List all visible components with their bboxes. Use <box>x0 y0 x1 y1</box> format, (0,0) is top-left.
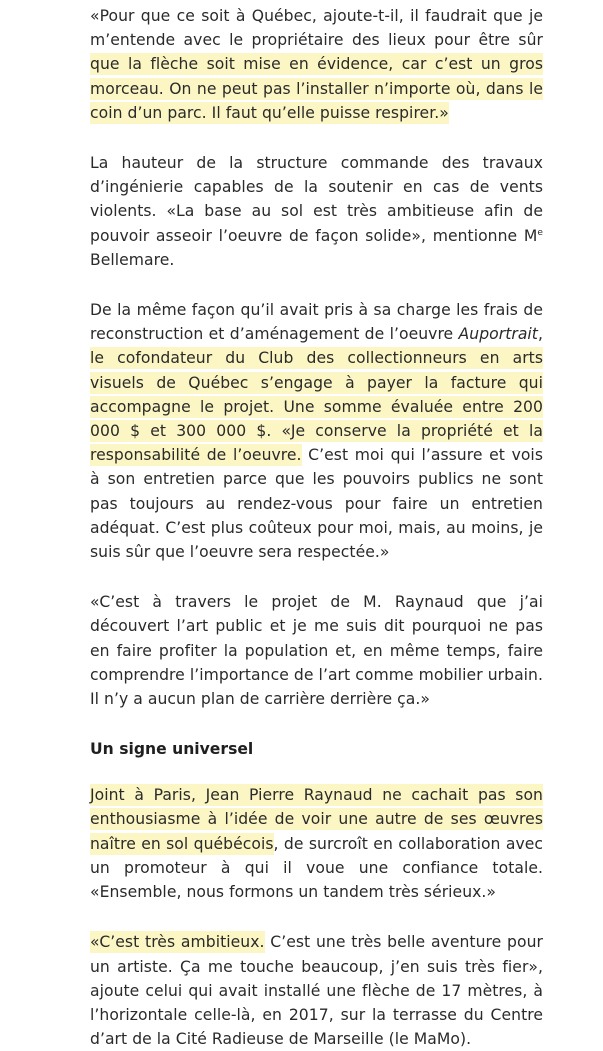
highlighted-text[interactable]: le cofondateur du Club des collectionneurs en arts visuels de Québec s’engage à payer la facture qui accompagne le projet. Une somme évaluée entre 200 000 $ et 300 000 $. «Je conserve la propriété et la responsabilité de l’oeuvre. <box>90 349 543 465</box>
superscript: e <box>537 227 543 238</box>
text-run: «Pour que ce soit à Québec, ajoute-t-il, il faudrait que je m’entende avec le propriétaire des lieux pour être sûr <box>90 7 543 50</box>
text-run: La hauteur de la structure commande des travaux d’ingénierie capables de la soutenir en cas de vents violents. «La base au sol est très ambitieuse afin de pouvoir asseoir l’oeuvre de façon solide», mentionne M <box>90 154 543 245</box>
paragraph-6 <box>90 930 543 1051</box>
highlighted-text[interactable]: Joint à Paris, Jean Pierre Raynaud ne cachait pas son enthousiasme à l’idée de voir une autre de ses œuvres naître en sol québécois <box>90 786 543 853</box>
text-run: C’est une très belle aventure pour un artiste. Ça me touche beaucoup, j’en suis très fier», ajoute celui qui avait installé une flèche de 17 mètres, à l’horizontale celle-là, en 2017, sur la terrasse du Centre d’art de la Cité Radieuse de Marseille (le MaMo). <box>90 933 543 1049</box>
paragraph-1 <box>90 4 543 125</box>
section-heading: Un signe universel <box>90 740 254 759</box>
text-run: Bellemare. <box>90 250 175 269</box>
paragraph-2 <box>90 151 543 272</box>
text-run: De la même façon qu’il avait pris à sa charge les frais de reconstruction et d’aménagement de l’oeuvre <box>90 301 543 344</box>
highlighted-text[interactable]: que la flèche soit mise en évidence, car c’est un gros morceau. On ne peut pas l’installer n’importe où, dans le coin d’un parc. Il faut qu’elle puisse respirer.» <box>90 55 543 122</box>
text-run: , <box>537 325 543 344</box>
text-run: «C’est à travers le projet de M. Raynaud que j’ai découvert l’art public et je me suis dit pourquoi ne pas en faire profiter la population et, en même temps, faire comprendre l’importance de l’art comme mobilier urbain. Il n’y a aucun plan de carrière derrière ça.» <box>90 593 543 709</box>
text-run: , de surcroît en collaboration avec un promoteur à qui il voue une confiance totale. «Ensemble, nous formons un tandem très sérieux.» <box>90 834 543 902</box>
highlighted-text[interactable]: «C’est très ambitieux. <box>90 933 265 952</box>
artwork-title: Auportrait <box>458 325 538 344</box>
text-run: C’est moi qui l’assure et vois à son entretien parce que les pouvoirs publics ne sont pas toujours au rendez-vous pour faire un entretien adéquat. C’est plus coûteux pour moi, mais, au moins, je suis sûr que l’oeuvre sera respectée.» <box>90 446 543 562</box>
paragraph-5 <box>90 783 543 904</box>
paragraph-3 <box>90 298 543 564</box>
paragraph-4 <box>90 590 543 711</box>
